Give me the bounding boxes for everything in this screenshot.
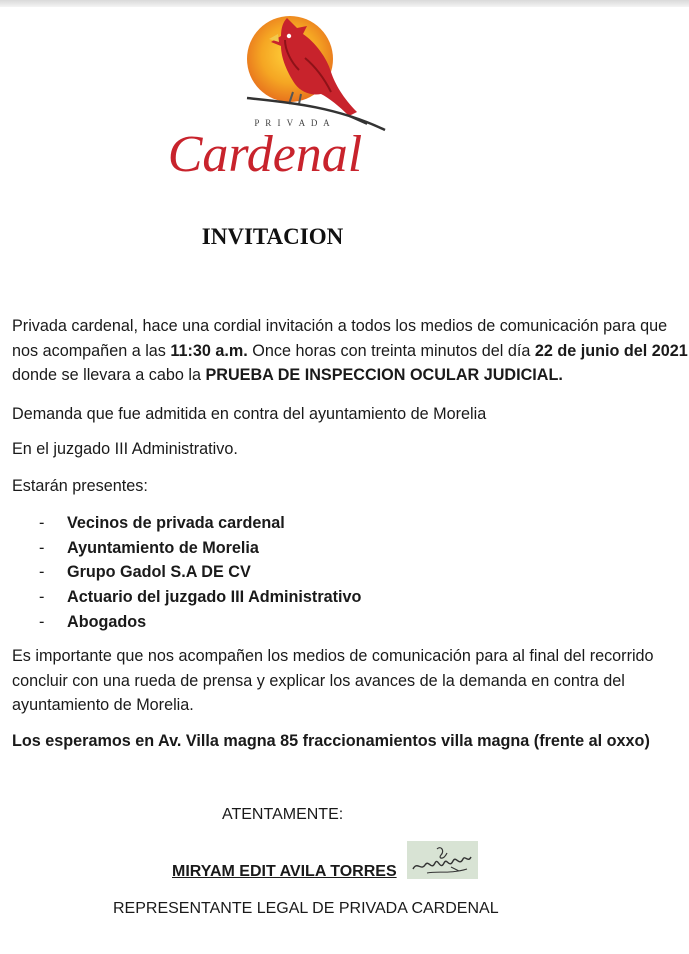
- invitation-part2: Once horas con treinta minutos del día: [247, 341, 535, 360]
- attendee-name: Vecinos de privada cardenal: [67, 514, 285, 532]
- list-item: - Ayuntamiento de Morelia: [39, 538, 259, 557]
- attendee-name: Ayuntamiento de Morelia: [67, 538, 259, 557]
- attendees-list: [12, 511, 688, 634]
- signer-name: MIRYAM EDIT AVILA TORRES: [172, 863, 397, 880]
- paragraph-press: Es importante que nos acompañen los medios de comunicación para al final del recorrido concluir con una rueda de prensa y explicar los avances de la demanda en contra del ayuntamiento de Morelia.: [12, 647, 654, 715]
- paragraph-court: En el juzgado III Administrativo.: [12, 440, 238, 458]
- list-item: - Grupo Gadol S.A DE CV: [39, 563, 251, 582]
- logo-small-text: P R I V A D A: [254, 118, 332, 128]
- paragraph-location: Los esperamos en Av. Villa magna 85 fraccionamientos villa magna (frente al oxxo): [12, 731, 650, 750]
- invitation-part3: donde se llevara a cabo la: [12, 366, 206, 384]
- paragraph-attendees-intro: Estarán presentes:: [12, 476, 148, 495]
- invitation-date: 22 de junio del 2021: [534, 341, 688, 360]
- attendee-name: Actuario del juzgado III Administrativo: [67, 588, 362, 607]
- paragraph-invitation: [12, 314, 688, 388]
- list-item: - Actuario del juzgado III Administrativo: [39, 588, 362, 607]
- attendee-name: Grupo Gadol S.A DE CV: [67, 563, 251, 582]
- logo-script-text: Cardenal: [167, 126, 363, 183]
- signer-role: REPRESENTANTE LEGAL DE PRIVADA CARDENAL: [113, 900, 499, 917]
- list-item: - Vecinos de privada cardenal: [39, 514, 285, 532]
- page-title: INVITACION: [201, 224, 344, 249]
- invitation-part1: Privada cardenal, hace una cordial invitación a todos los medios de comunicación para que nos acompañen a las: [12, 317, 668, 360]
- invitation-time: 11:30 a.m.: [170, 341, 248, 360]
- invitation-event: PRUEBA DE INSPECCION OCULAR JUDICIAL.: [205, 366, 563, 384]
- letter-body: [12, 314, 688, 753]
- attendee-name: Abogados: [67, 612, 147, 631]
- privada-cardenal-logo: [135, 6, 395, 188]
- paragraph-lawsuit: Demanda que fue admitida en contra del ayuntamiento de Morelia: [12, 404, 487, 423]
- list-item: - Abogados: [39, 612, 147, 631]
- closing-text: ATENTAMENTE:: [222, 806, 344, 823]
- signature-image: [407, 841, 478, 879]
